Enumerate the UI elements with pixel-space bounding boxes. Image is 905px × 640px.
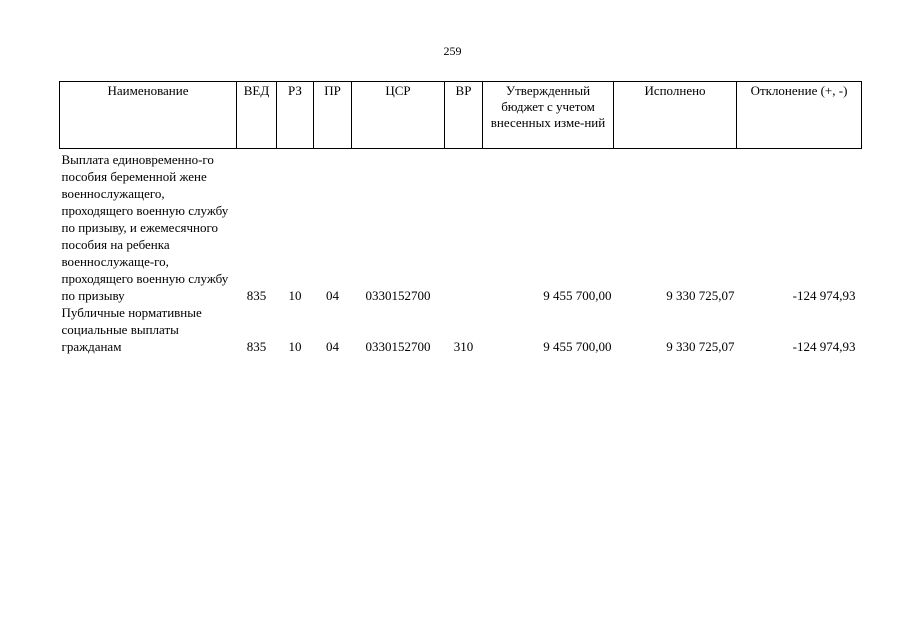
cell-rz: 10: [288, 339, 302, 354]
header-csr: ЦСР: [352, 82, 445, 149]
cell-pr: 04: [326, 288, 339, 303]
cell-deviation: -124 974,93: [792, 288, 856, 303]
cell-ved: 835: [246, 288, 267, 303]
cell-pr: 04: [326, 339, 339, 354]
page-number: 259: [443, 44, 462, 58]
cell-csr: 0330152700: [365, 288, 431, 303]
cell-ved: 835: [246, 339, 267, 354]
header-name: Наименование: [60, 82, 237, 149]
header-pr: ПР: [314, 82, 352, 149]
header-deviation: Отклонение (+, -): [737, 82, 862, 149]
budget-table: [59, 81, 862, 355]
header-executed: Исполнено: [614, 82, 737, 149]
cell-name: Публичные нормативные социальные выплаты гражданам: [61, 305, 202, 354]
cell-vr: 310: [453, 339, 474, 354]
cell-executed: 9 330 725,07: [666, 288, 735, 303]
table-row: [60, 304, 862, 355]
cell-approved: 9 455 700,00: [543, 288, 612, 303]
cell-approved: 9 455 700,00: [543, 339, 612, 354]
cell-deviation: -124 974,93: [792, 339, 856, 354]
header-vr: ВР: [445, 82, 483, 149]
table-header-row: [60, 82, 862, 149]
cell-csr: 0330152700: [365, 339, 431, 354]
header-rz: РЗ: [277, 82, 314, 149]
header-ved: ВЕД: [237, 82, 277, 149]
cell-rz: 10: [288, 288, 302, 303]
table-row: [60, 149, 862, 305]
header-approved: Утвержденный бюджет с учетом внесенных изме-ний: [483, 82, 614, 149]
cell-name: Выплата единовременно-го пособия беременной жене военнослужащего, проходящего военную службу по призыву, и ежемесячного пособия на ребенка военнослужаще-го, проходящего военную службу по призыву: [61, 152, 229, 303]
cell-vr: [445, 149, 483, 305]
cell-executed: 9 330 725,07: [666, 339, 735, 354]
